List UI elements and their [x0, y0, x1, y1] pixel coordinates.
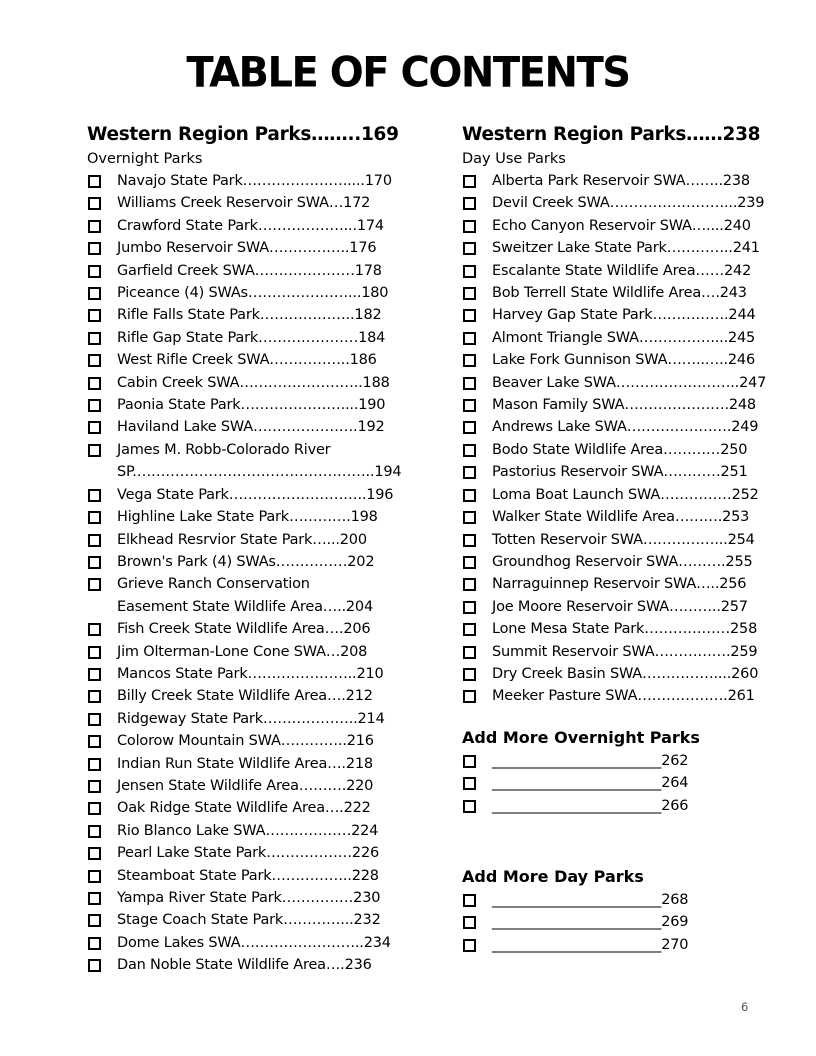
- toc-entry: [87, 618, 397, 640]
- toc-entry: [462, 641, 772, 663]
- checkbox-icon[interactable]: [88, 646, 101, 659]
- toc-entry-text: Cabin Creek SWA……………………..188: [117, 374, 390, 391]
- toc-entry: [87, 372, 397, 394]
- toc-entry: [462, 260, 772, 282]
- toc-entry-text: Easement State Wildlife Area…..204: [117, 598, 373, 615]
- checkbox-icon[interactable]: [463, 377, 476, 390]
- checkbox-icon[interactable]: [88, 892, 101, 905]
- toc-entry: [87, 349, 397, 371]
- toc-entry: [87, 954, 397, 976]
- toc-entry-text: Oak Ridge State Wildlife Area….222: [117, 800, 371, 817]
- toc-entry-text: ________________________264: [492, 775, 689, 792]
- day-use-parks-subheading: Day Use Parks: [462, 151, 566, 167]
- checkbox-icon[interactable]: [463, 489, 476, 502]
- toc-entry: [87, 708, 397, 730]
- checkbox-icon[interactable]: [463, 332, 476, 345]
- toc-entry-text: Vega State Park………………………..196: [117, 486, 394, 503]
- checkbox-icon[interactable]: [463, 287, 476, 300]
- toc-entry-text: Brown's Park (4) SWAs……………202: [117, 553, 375, 570]
- checkbox-icon[interactable]: [88, 444, 101, 457]
- checkbox-icon[interactable]: [88, 668, 101, 681]
- left-column: [87, 122, 402, 977]
- toc-entry-text: ________________________268: [492, 891, 689, 908]
- toc-entry-text: Piceance (4) SWAs…………………...180: [117, 285, 389, 302]
- checkbox-icon[interactable]: [88, 309, 101, 322]
- checkbox-icon[interactable]: [88, 578, 101, 591]
- checkbox-icon[interactable]: [88, 421, 101, 434]
- checkbox-icon[interactable]: [463, 556, 476, 569]
- checkbox-icon[interactable]: [88, 377, 101, 390]
- toc-entry-text: Lone Mesa State Park………………258: [492, 621, 758, 638]
- overnight-parks-list: [87, 170, 402, 977]
- checkbox-icon[interactable]: [88, 847, 101, 860]
- toc-entry-text: Mancos State Park…………………..210: [117, 665, 384, 682]
- page-number: 6: [741, 1000, 749, 1014]
- toc-entry-text: ________________________266: [492, 797, 689, 814]
- toc-entry-text: Steamboat State Park……………..228: [117, 867, 379, 884]
- checkbox-icon[interactable]: [463, 197, 476, 210]
- day-use-parks-list: [462, 170, 772, 708]
- toc-entry-text: SP.…………………………………………..194: [117, 464, 402, 481]
- toc-entry: [87, 461, 402, 483]
- toc-entry: [87, 416, 397, 438]
- toc-entry: [87, 484, 397, 506]
- checkbox-icon[interactable]: [463, 175, 476, 188]
- toc-entry: [87, 282, 397, 304]
- overnight-parks-subheading: Overnight Parks: [87, 151, 203, 167]
- checkbox-icon[interactable]: [88, 735, 101, 748]
- page-title: TABLE OF CONTENTS: [186, 48, 630, 98]
- checkbox-icon[interactable]: [463, 939, 476, 952]
- checkbox-icon[interactable]: [88, 690, 101, 703]
- toc-entry-text: Loma Boat Launch SWA……………252: [492, 486, 759, 503]
- checkbox-icon[interactable]: [463, 646, 476, 659]
- toc-entry: [462, 772, 772, 794]
- checkbox-icon[interactable]: [463, 534, 476, 547]
- toc-entry: [462, 416, 772, 438]
- checkbox-icon[interactable]: [88, 713, 101, 726]
- toc-entry-text: Pearl Lake State Park………………226: [117, 845, 380, 862]
- toc-entry: [87, 730, 397, 752]
- toc-entry: [87, 304, 397, 326]
- toc-entry-text: Elkhead Resrvior State Park…...200: [117, 531, 367, 548]
- toc-entry-text: Totten Reservoir SWA……………...254: [492, 531, 755, 548]
- toc-entry: [87, 573, 397, 595]
- toc-entry: [87, 820, 397, 842]
- toc-entry-text: West Rifle Creek SWA……………..186: [117, 352, 377, 369]
- toc-entry: [87, 797, 397, 819]
- checkbox-icon[interactable]: [88, 914, 101, 927]
- checkbox-icon[interactable]: [88, 332, 101, 345]
- toc-entry-text: Summit Reservoir SWA…………….259: [492, 643, 758, 660]
- checkbox-icon[interactable]: [463, 220, 476, 233]
- checkbox-icon[interactable]: [88, 825, 101, 838]
- toc-entry: [87, 529, 397, 551]
- checkbox-icon[interactable]: [88, 758, 101, 771]
- toc-entry-text: Walker State Wildlife Area……….253: [492, 509, 750, 526]
- toc-entry: [87, 192, 397, 214]
- add-overnight-parks-list: [462, 750, 772, 817]
- toc-entry: [462, 192, 772, 214]
- toc-entry-text: Williams Creek Reservoir SWA…172: [117, 195, 371, 212]
- checkbox-icon[interactable]: [463, 354, 476, 367]
- checkbox-icon[interactable]: [463, 894, 476, 907]
- toc-entry: [87, 215, 397, 237]
- toc-entry-text: Sweitzer Lake State Park…………..241: [492, 240, 760, 257]
- toc-entry-text: Lake Fork Gunnison SWA……..…..246: [492, 352, 755, 369]
- checkbox-icon[interactable]: [463, 578, 476, 591]
- toc-entry: [87, 506, 397, 528]
- toc-entry: [462, 573, 772, 595]
- toc-entry-text: Jumbo Reservoir SWA……………..176: [117, 240, 377, 257]
- checkbox-icon[interactable]: [88, 354, 101, 367]
- toc-entry-text: Meeker Pasture SWA……………….261: [492, 688, 755, 705]
- toc-entry: [87, 641, 397, 663]
- checkbox-icon[interactable]: [463, 755, 476, 768]
- toc-entry: [462, 750, 772, 772]
- checkbox-icon[interactable]: [463, 265, 476, 278]
- checkbox-icon[interactable]: [463, 800, 476, 813]
- toc-entry-text: Escalante State Wildlife Area……242: [492, 262, 752, 279]
- toc-entry: [462, 394, 772, 416]
- toc-entry-text: Narraguinnep Reservoir SWA…..256: [492, 576, 747, 593]
- toc-entry-text: Pastorius Reservoir SWA…………251: [492, 464, 748, 481]
- add-day-parks-list: [462, 889, 772, 956]
- toc-entry-text: Yampa River State Park……………230: [117, 890, 381, 906]
- checkbox-icon[interactable]: [88, 399, 101, 412]
- checkbox-icon[interactable]: [88, 623, 101, 636]
- checkbox-icon[interactable]: [88, 489, 101, 502]
- toc-entry: [87, 394, 397, 416]
- toc-entry-text: Dry Creek Basin SWA……………....260: [492, 665, 759, 682]
- toc-entry-text: Rifle Falls State Park………………..182: [117, 307, 382, 324]
- toc-entry-text: Dome Lakes SWA……………………..234: [117, 934, 391, 951]
- toc-entry: [462, 439, 772, 461]
- toc-entry: [462, 596, 772, 618]
- checkbox-icon[interactable]: [463, 242, 476, 255]
- toc-entry-text: Grieve Ranch Conservation: [117, 576, 310, 593]
- add-day-parks-heading: Add More Day Parks: [462, 866, 644, 886]
- checkbox-icon[interactable]: [463, 623, 476, 636]
- toc-entry-text: Devil Creek SWA……………………...239: [492, 195, 765, 212]
- toc-entry-text: Crawford State Park………………...174: [117, 217, 384, 234]
- toc-entry-text: ________________________270: [492, 936, 689, 953]
- toc-entry: [87, 865, 397, 887]
- checkbox-icon[interactable]: [88, 220, 101, 233]
- toc-entry: [462, 911, 772, 933]
- toc-entry: [462, 372, 772, 394]
- checkbox-icon[interactable]: [463, 399, 476, 412]
- toc-entry-text: Dan Noble State Wildlife Area….236: [117, 957, 372, 974]
- toc-entry: [462, 685, 772, 707]
- right-column: [462, 122, 772, 956]
- checkbox-icon[interactable]: [463, 466, 476, 479]
- checkbox-icon[interactable]: [463, 916, 476, 929]
- toc-entry-text: James M. Robb-Colorado River: [117, 441, 331, 458]
- toc-entry: [462, 484, 772, 506]
- toc-entry-text: Fish Creek State Wildlife Area….206: [117, 621, 371, 638]
- toc-entry-text: Paonia State Park…………………....190: [117, 397, 386, 414]
- toc-entry-text: Rifle Gap State Park…………………184: [117, 329, 386, 346]
- toc-entry: [87, 170, 397, 192]
- checkbox-icon[interactable]: [463, 601, 476, 614]
- add-overnight-parks-heading: Add More Overnight Parks: [462, 727, 700, 747]
- checkbox-icon[interactable]: [463, 511, 476, 524]
- checkbox-icon[interactable]: [88, 937, 101, 950]
- checkbox-icon[interactable]: [88, 534, 101, 547]
- checkbox-icon[interactable]: [88, 870, 101, 883]
- toc-entry: [87, 909, 397, 931]
- checkbox-icon[interactable]: [88, 780, 101, 793]
- toc-entry: [87, 887, 397, 909]
- toc-entry-text: Haviland Lake SWA………………….192: [117, 419, 385, 436]
- checkbox-icon[interactable]: [88, 242, 101, 255]
- toc-entry-text: Echo Canyon Reservoir SWA…....240: [492, 217, 751, 234]
- checkbox-icon[interactable]: [88, 802, 101, 815]
- toc-entry-text: ________________________269: [492, 914, 689, 931]
- toc-entry-text: Harvey Gap State Park…………….244: [492, 307, 756, 324]
- toc-entry-text: Navajo State Park………………….....170: [117, 173, 392, 189]
- toc-entry-text: Colorow Mountain SWA…………..216: [117, 733, 374, 750]
- toc-entry: [87, 439, 397, 461]
- checkbox-icon[interactable]: [463, 668, 476, 681]
- toc-entry-text: ________________________262: [492, 752, 689, 769]
- checkbox-icon[interactable]: [463, 309, 476, 322]
- toc-entry: [462, 506, 772, 528]
- toc-entry-text: Joe Moore Reservoir SWA………..257: [492, 598, 748, 615]
- toc-entry-text: Garfield Creek SWA…………………178: [117, 262, 382, 279]
- checkbox-icon[interactable]: [88, 265, 101, 278]
- toc-entry-text: Jensen State Wildlife Area……….220: [117, 777, 374, 794]
- toc-entry: [462, 889, 772, 911]
- toc-entry-text: Beaver Lake SWA……………………..247: [492, 374, 767, 391]
- toc-entry: [462, 461, 772, 483]
- toc-entry: [87, 596, 397, 618]
- checkbox-icon[interactable]: [88, 197, 101, 210]
- toc-entry: [87, 327, 397, 349]
- toc-entry: [462, 529, 772, 551]
- toc-entry: [462, 795, 772, 817]
- toc-entry-text: Alberta Park Reservoir SWA……..238: [492, 173, 750, 189]
- toc-entry-text: Indian Run State Wildlife Area….218: [117, 755, 373, 772]
- toc-entry-text: Jim Olterman-Lone Cone SWA…208: [117, 643, 368, 660]
- checkbox-icon[interactable]: [463, 777, 476, 790]
- toc-entry: [462, 327, 772, 349]
- checkbox-icon[interactable]: [88, 511, 101, 524]
- toc-entry-text: Andrews Lake SWA………………….249: [492, 419, 759, 436]
- toc-entry-text: Rio Blanco Lake SWA………………224: [117, 822, 379, 839]
- toc-entry-text: Billy Creek State Wildlife Area….212: [117, 688, 373, 705]
- toc-entry: [462, 304, 772, 326]
- toc-entry: [87, 932, 397, 954]
- toc-entry-text: Groundhog Reservoir SWA……….255: [492, 553, 753, 570]
- toc-entry: [462, 282, 772, 304]
- toc-entry: [462, 170, 772, 192]
- toc-entry: [87, 260, 397, 282]
- toc-entry: [462, 237, 772, 259]
- checkbox-icon[interactable]: [88, 556, 101, 569]
- toc-entry: [87, 685, 397, 707]
- toc-entry: [87, 237, 397, 259]
- toc-entry-text: Ridgeway State Park………………..214: [117, 710, 385, 727]
- toc-entry: [462, 618, 772, 640]
- toc-entry: [462, 215, 772, 237]
- toc-entry: [87, 775, 397, 797]
- toc-entry: [87, 551, 397, 573]
- toc-entry: [462, 551, 772, 573]
- checkbox-icon[interactable]: [463, 421, 476, 434]
- toc-entry: [87, 663, 397, 685]
- toc-entry-text: Mason Family SWA………………….248: [492, 397, 756, 414]
- toc-entry: [87, 753, 397, 775]
- toc-entry-text: Almont Triangle SWA……………....245: [492, 329, 756, 346]
- checkbox-icon[interactable]: [88, 959, 101, 972]
- western-region-day-use-heading: Western Region Parks……238: [462, 124, 761, 145]
- toc-entry: [462, 663, 772, 685]
- toc-entry: [462, 349, 772, 371]
- checkbox-icon[interactable]: [463, 444, 476, 457]
- toc-entry-text: Bodo State Wildlife Area…………250: [492, 441, 748, 458]
- checkbox-icon[interactable]: [463, 690, 476, 703]
- toc-entry-text: Highline Lake State Park………….198: [117, 509, 378, 526]
- toc-entry: [462, 934, 772, 956]
- checkbox-icon[interactable]: [88, 175, 101, 188]
- toc-entry: [87, 842, 397, 864]
- toc-entry-text: Bob Terrell State Wildlife Area….243: [492, 285, 747, 302]
- checkbox-icon[interactable]: [88, 287, 101, 300]
- toc-entry-text: Stage Coach State Park…………...232: [117, 912, 381, 929]
- western-region-overnight-heading: Western Region Parks……..169: [87, 124, 399, 145]
